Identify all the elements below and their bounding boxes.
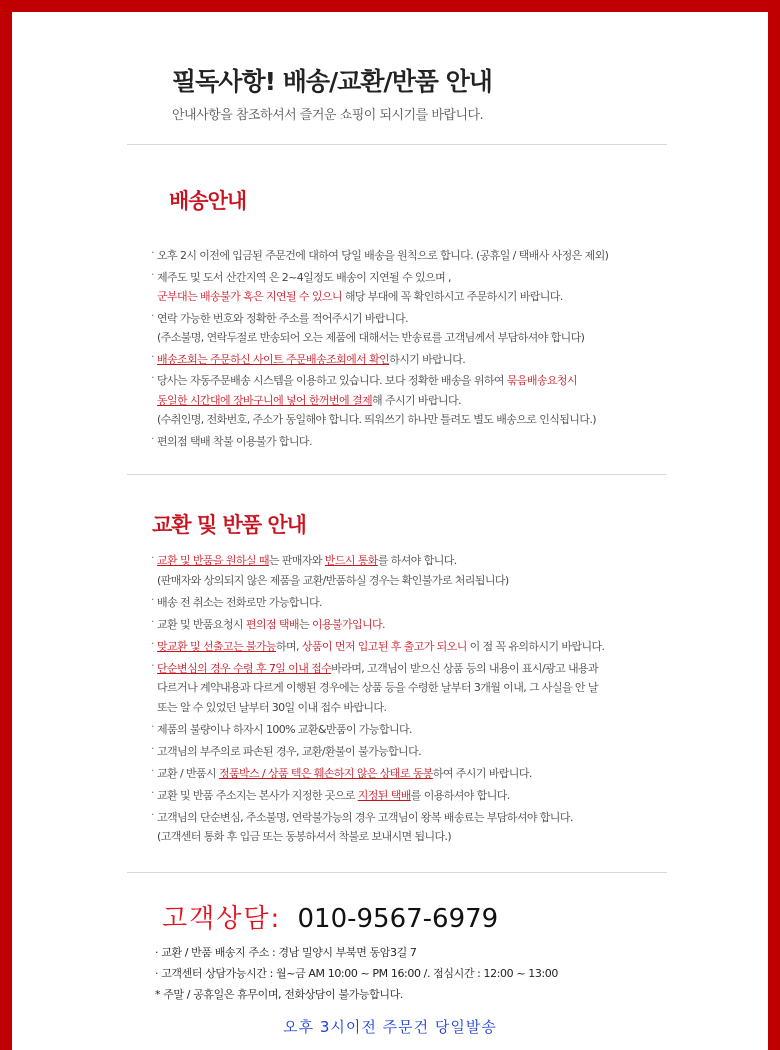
body-text: (주소불명, 연락두절로 반송되어 오는 제품에 대해서는 반송료를 고객님께서 부담하셔야 합니다) — [157, 331, 585, 344]
exchange-item — [157, 637, 604, 657]
exchange-item-line — [157, 720, 604, 740]
emphasis-text: 단순변심의 경우 수령 후 7일 이내 접수 — [157, 661, 332, 675]
shipping-item-line — [157, 287, 608, 307]
shipping-item-line — [157, 246, 608, 266]
shipping-item — [157, 246, 608, 266]
return-address: · 교환 / 반품 배송지 주소 : 경남 밀양시 부북면 동암3길 7 — [155, 946, 417, 959]
exchange-item-line — [157, 551, 604, 571]
body-text: 해당 부대에 꼭 확인하시고 주문하시기 바랍니다. — [341, 290, 563, 303]
body-text: (판매자와 상의되지 않은 제품을 교환/반품하실 경우는 확인불가로 처리됩니다) — [157, 573, 509, 587]
shipping-item — [157, 268, 608, 307]
body-text: 해 주시기 바랍니다. — [372, 393, 461, 407]
exchange-item-line — [157, 698, 604, 718]
notice-panel — [12, 12, 768, 1050]
exchange-item — [157, 808, 604, 847]
emphasis-text: 묶음배송요청시 — [506, 374, 577, 387]
exchange-item-line — [157, 593, 604, 613]
shipping-item-line — [157, 371, 608, 391]
exchange-item-line — [157, 808, 604, 828]
body-text: 하여 주시기 바랍니다. — [432, 766, 532, 780]
body-text: 하시기 바랍니다. — [389, 352, 466, 366]
contact-info — [155, 942, 558, 1005]
shipping-item-line — [157, 432, 608, 452]
exchange-item-line — [157, 571, 604, 591]
service-hours: · 고객센터 상담가능시간 : 월~금 AM 10:00 ~ PM 16:00 /. 점심시간 : 12:00 ~ 13:00 — [155, 967, 558, 980]
exchange-item-line — [157, 742, 604, 762]
exchange-item-line — [157, 786, 604, 806]
page-title: 필독사항! 배송/교환/반품 안내 — [172, 67, 492, 96]
shipping-item — [157, 432, 608, 452]
shipping-item-line — [157, 350, 608, 370]
exchange-item — [157, 593, 604, 613]
exchange-item — [157, 742, 604, 762]
exchange-item-line — [157, 615, 604, 635]
contact-phone-line — [162, 898, 498, 935]
contact-label: 고객상담: — [162, 904, 282, 934]
body-text: 제주도 및 도서 산간지역 은 2~4일정도 배송이 지연될 수 있으며 , — [157, 270, 451, 284]
exchange-item-line — [157, 678, 604, 698]
body-text: 교환 / 반품시 — [157, 766, 219, 780]
contact-phone: 010-9567-6979 — [297, 904, 499, 934]
divider — [127, 872, 667, 873]
divider — [127, 144, 667, 145]
emphasis-text: 교환 및 반품을 원하실 때 — [157, 554, 269, 567]
emphasis-text: 반드시 통화 — [324, 554, 378, 567]
body-text: 하며, — [275, 639, 302, 653]
body-text: 교환 및 반품 주소지는 본사가 지정한 곳으로 — [157, 788, 358, 802]
body-text: 는 판매자와 — [268, 554, 325, 567]
shipping-item-line — [157, 309, 608, 329]
exchange-item — [157, 615, 604, 635]
body-text: 배송 전 취소는 전화로만 가능합니다. — [157, 595, 322, 609]
body-text: 편의점 택배 착불 이용불가 합니다. — [157, 434, 312, 448]
body-text: 바라며, 고객님이 받으신 상품 등의 내용이 표시/광고 내용과 — [331, 661, 599, 675]
exchange-item — [157, 551, 604, 590]
emphasis-text: 군부대는 배송불가 혹은 지연될 수 있으니 — [157, 290, 342, 303]
body-text: 다르거나 계약내용과 다르게 이행된 경우에는 상품 등을 수령한 날부터 3개월 이내, 그 사실을 안 날 — [157, 681, 598, 694]
exchange-item-line — [157, 637, 604, 657]
holiday-note: * 주말 / 공휴일은 휴무이며, 전화상담이 불가능합니다. — [155, 988, 403, 1001]
shipping-item-line — [157, 391, 608, 411]
body-text: 연락 가능한 번호와 정확한 주소를 적어주시기 바랍니다. — [157, 311, 408, 325]
exchange-item — [157, 786, 604, 806]
body-text: 를 이용하셔야 합니다. — [410, 788, 510, 802]
shipping-item-line — [157, 268, 608, 288]
exchange-item-line — [157, 659, 604, 679]
shipping-item — [157, 309, 608, 348]
emphasis-text: 동일한 시간대에 장바구니에 넣어 한꺼번에 결제 — [157, 393, 373, 407]
emphasis-text: 편의점 택배 — [245, 617, 299, 631]
exchange-section-title: 교환 및 반품 안내 — [152, 513, 306, 537]
body-text: 이 점 꼭 유의하시기 바랍니다. — [466, 639, 605, 653]
body-text: 고객님의 부주의로 파손된 경우, 교환/환불이 불가능합니다. — [157, 744, 422, 758]
shipping-section-title: 배송안내 — [169, 189, 247, 213]
body-text: (고객센터 통화 후 입금 또는 동봉하셔서 착불로 보내시면 됩니다.) — [157, 830, 452, 843]
page-subtitle: 안내사항을 참조하셔서 즐거운 쇼핑이 되시기를 바랍니다. — [172, 108, 484, 123]
emphasis-text: 상품이 먼저 입고된 후 출고가 되오니 — [301, 639, 467, 653]
emphasis-text: 정품박스 / 상품 텍은 훼손하지 않은 상태로 동봉 — [218, 766, 433, 780]
shipping-list — [157, 246, 608, 453]
body-text: 를 하셔야 합니다. — [377, 554, 457, 567]
emphasis-text: 배송조회는 주문하신 사이트 주문배송조회에서 확인 — [157, 352, 390, 366]
body-text: (수취인명, 전화번호, 주소가 동일해야 합니다. 띄워쓰기 하나만 틀려도 별도 배송으로 인식됩니다.) — [157, 413, 596, 426]
exchange-item — [157, 720, 604, 740]
exchange-item-line — [157, 827, 604, 847]
body-text: 당사는 자동주문배송 시스템을 이용하고 있습니다. 보다 정확한 배송을 위하여 — [157, 374, 507, 387]
shipping-item — [157, 350, 608, 370]
emphasis-text: 이용불가입니다. — [311, 617, 385, 631]
body-text: 는 — [298, 617, 312, 631]
body-text: 또는 알 수 있었던 날부터 30일 이내 접수 바랍니다. — [157, 700, 387, 714]
exchange-item — [157, 659, 604, 718]
shipping-item-line — [157, 328, 608, 348]
exchange-item — [157, 764, 604, 784]
divider — [127, 474, 667, 475]
body-text: 오후 2시 이전에 입금된 주문건에 대하여 당일 배송을 원칙으로 합니다. (공휴일 / 택배사 사정은 제외) — [157, 249, 609, 262]
body-text: 교환 및 반품요청시 — [157, 617, 246, 631]
exchange-list — [157, 551, 604, 849]
body-text: 고객님의 단순변심, 주소불명, 연락불가능의 경우 고객님이 왕복 배송료는 부담하셔야 합니다. — [157, 810, 573, 824]
same-day-shipping-footer: 오후 3시이전 주문건 당일발송 — [283, 1018, 497, 1036]
shipping-item — [157, 371, 608, 430]
shipping-item-line — [157, 410, 608, 430]
body-text: 제품의 불량이나 하자시 100% 교환&반품이 가능합니다. — [157, 722, 412, 736]
emphasis-text: 맞교환 및 선출고는 불가능 — [157, 639, 276, 653]
exchange-item-line — [157, 764, 604, 784]
emphasis-text: 지정된 택배 — [357, 788, 411, 802]
